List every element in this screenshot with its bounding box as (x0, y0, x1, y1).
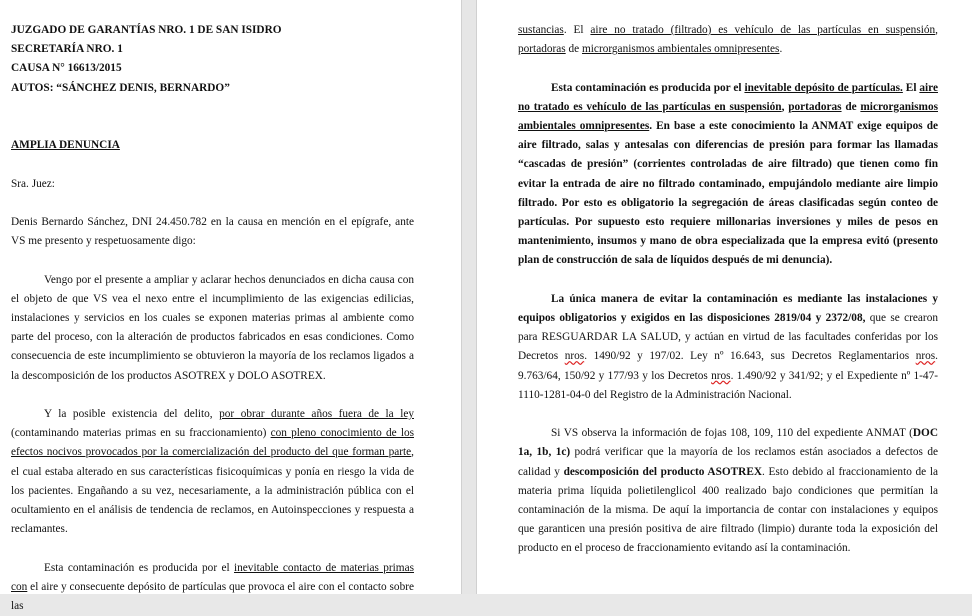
paragraph-continued: sustancias. El aire no tratado (filtrado) es vehículo de las partículas en suspensión, portadoras de microrganismos ambientales omnipresentes. (518, 24, 938, 56)
paragraph-regulations: La única manera de evitar la contaminación es mediante las instalaciones y equipos obligatorios y exigidos en las disposiciones 2819/04 y 2372/08, que se crearon para RESGUARDAR LA SALUD, y actúan en virtud de las facultades conferidas por los Decretos nros. 1490/92 y 197/02. Ley nº 16.643, sus Decretos Reglamentarios nros. 9.763/64, 150/92 y 177/93 y los Decretos nros. 1.490/92 y 341/92; y el Expediente nº 1-47-1110-1281-04-0 del Registro de la Administración Nacional. (518, 292, 938, 401)
intro-paragraph: Denis Bernardo Sánchez, DNI 24.450.782 en la causa en mención en el epígrafe, ante VS me presento y respetuosamente digo: (11, 215, 414, 248)
paragraph-contamination: Esta contaminación es producida por el inevitable depósito de partículas. El aire no tratado es vehículo de las partículas en suspensión, portadoras de microrganismos ambientales omnipresentes. En base a este conocimiento la ANMAT exige equipos de aire filtrado, salas y antesalas con diferencias de presión para formar las llamadas “cascadas de presión” (corrientes controladas de aire filtrado) que tienen como fin evitar la entrada de aire no filtrado contaminado, empujándolo mediante aire limpio filtrado. Por esto es obligatorio la segregación de áreas clasificadas según conteo de partículas. Por supuesto esto requiere millonarias inversiones y miles de pesos en mantenimiento, insumos y mano de obra especializada que la empresa evitó (presento plan de construcción de sala de líquidos después de mi denuncia). (518, 81, 938, 267)
court-line-1: JUZGADO DE GARANTÍAS NRO. 1 DE SAN ISIDRO (11, 24, 282, 36)
document-page-left (0, 0, 461, 612)
page-gap (461, 0, 477, 594)
salutation: Sra. Juez: (11, 177, 55, 190)
document-page-right (477, 0, 972, 594)
paragraph-3: Esta contaminación es producida por el inevitable contacto de materias primas con el aire y consecuente depósito de partículas que provoca el aire con el contacto sobre las (11, 561, 414, 612)
paragraph-2: Y la posible existencia del delito, por obrar durante años fuera de la ley (contaminando materias primas en su fraccionamiento) con pleno conocimiento de los efectos nocivos provocados por la comercialización del producto del que forman parte, el cual estaba alterado en sus características fisicoquímicas y ponía en riesgo la vida de los pacientes. Engañando a su vez, necesariamente, a la administración pública con el ocultamiento en el análisis de tendencia de reclamos, en Autoinspecciones y respuesta a reclamantes. (11, 407, 414, 536)
paragraph-evidence: Si VS observa la información de fojas 108, 109, 110 del expediente ANMAT (DOC 1a, 1b, 1c) podrá verificar que la mayoría de los reclamos están asociados a defectos de calidad y descomposición del producto ASOTREX. Esto debido al fraccionamiento de la materia prima líquida polietilenglicol 400 realizado bajo condiciones que permitían la contaminación de la misma. De aquí la importancia de contar con instalaciones y equipos que garanticen una presión positiva de aire filtrado (limpio) durante toda la exposición del producto en el proceso de fraccionamiento evitando así la contaminación. (518, 427, 938, 555)
court-line-2: SECRETARÍA NRO. 1 (11, 43, 123, 56)
document-heading: AMPLIA DENUNCIA (11, 139, 120, 152)
court-line-4: AUTOS: “SÁNCHEZ DENIS, BERNARDO” (11, 81, 230, 94)
court-line-3: CAUSA N° 16613/2015 (11, 62, 122, 75)
page-left-text (11, 21, 414, 616)
paragraph-1: Vengo por el presente a ampliar y aclarar hechos denunciados en dicha causa con el objeto de que VS vea el nexo entre el incumplimiento de las exigencias edilicias, instalaciones y servicios en los cuales se exponen materias primas al ambiente como parte del proceso, con la alteración de productos fabricados en esas condiciones. Como consecuencia de este incumplimiento se obtuvieron la mayoría de los reclamos ligados a la descomposición de los productos ASOTREX y DOLO ASOTREX. (11, 273, 414, 382)
court-header (11, 21, 414, 98)
page-right-text (518, 21, 938, 559)
